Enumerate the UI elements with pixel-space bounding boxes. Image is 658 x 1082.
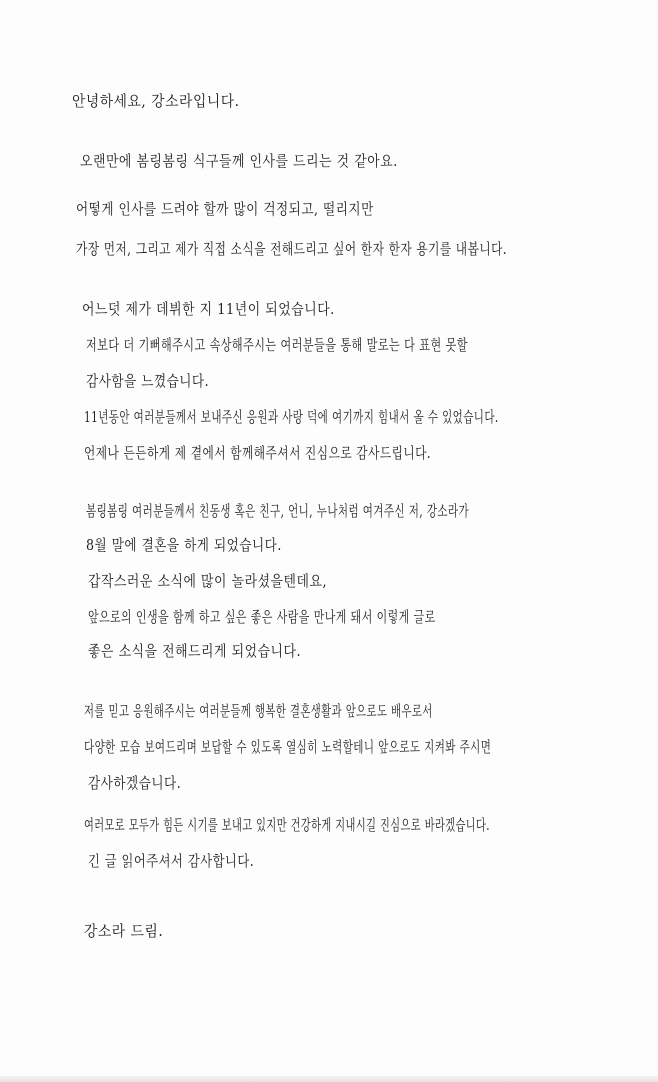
letter-line: 오랜만에 봄링봄링 식구들께 인사를 드리는 것 같아요. — [80, 152, 398, 170]
letter-line: 봄링봄링 여러분들께서 친동생 혹은 친구, 언니, 누나처럼 여겨주신 저, 강소라가 — [86, 502, 470, 520]
letter-greeting: 안녕하세요, 강소라입니다. — [72, 92, 240, 110]
letter-line: 어느덧 제가 데뷔한 지 11년이 되었습니다. — [82, 300, 335, 318]
letter-line: 가장 먼저, 그리고 제가 직접 소식을 전해드리고 싶어 한자 한자 용기를 내봅니다. — [76, 240, 508, 258]
letter-line: 저를 믿고 응원해주시는 여러분들께 행복한 결혼생활과 앞으로도 배우로서 — [84, 702, 433, 720]
letter-line: 어떻게 인사를 드려야 할까 많이 걱정되고, 떨리지만 — [76, 200, 374, 218]
letter-line: 11년동안 여러분들께서 보내주신 응원과 사랑 덕에 여기까지 힘내서 올 수 있었습니다. — [84, 408, 499, 426]
letter-line: 앞으로의 인생을 함께 하고 싶은 좋은 사람을 만나게 돼서 이렇게 글로 — [88, 608, 436, 626]
letter-line: 감사함을 느꼈습니다. — [86, 372, 210, 390]
letter-line: 다양한 모습 보여드리며 보답할 수 있도록 열심히 노력할테니 앞으로도 지켜봐 주시면 — [84, 738, 492, 756]
letter-signature: 강소라 드림. — [84, 922, 164, 940]
letter-line: 여러모로 모두가 힘든 시기를 보내고 있지만 건강하게 지내시길 진심으로 바라겠습니다. — [84, 816, 490, 834]
letter-line: 저보다 더 기뻐해주시고 속상해주시는 여러분들을 통해 말로는 다 표현 못할 — [86, 336, 468, 354]
letter-line: 8월 말에 결혼을 하게 되었습니다. — [86, 536, 282, 554]
letter-line: 갑작스러운 소식에 많이 놀라셨을텐데요, — [88, 572, 328, 590]
letter-line: 언제나 든든하게 제 곁에서 함께해주셔서 진심으로 감사드립니다. — [84, 444, 432, 462]
letter-line: 긴 글 읽어주셔서 감사합니다. — [88, 852, 255, 870]
letter-line: 좋은 소식을 전해드리게 되었습니다. — [88, 642, 302, 660]
paper-bottom-edge — [0, 1076, 658, 1082]
letter-line: 감사하겠습니다. — [88, 774, 182, 792]
